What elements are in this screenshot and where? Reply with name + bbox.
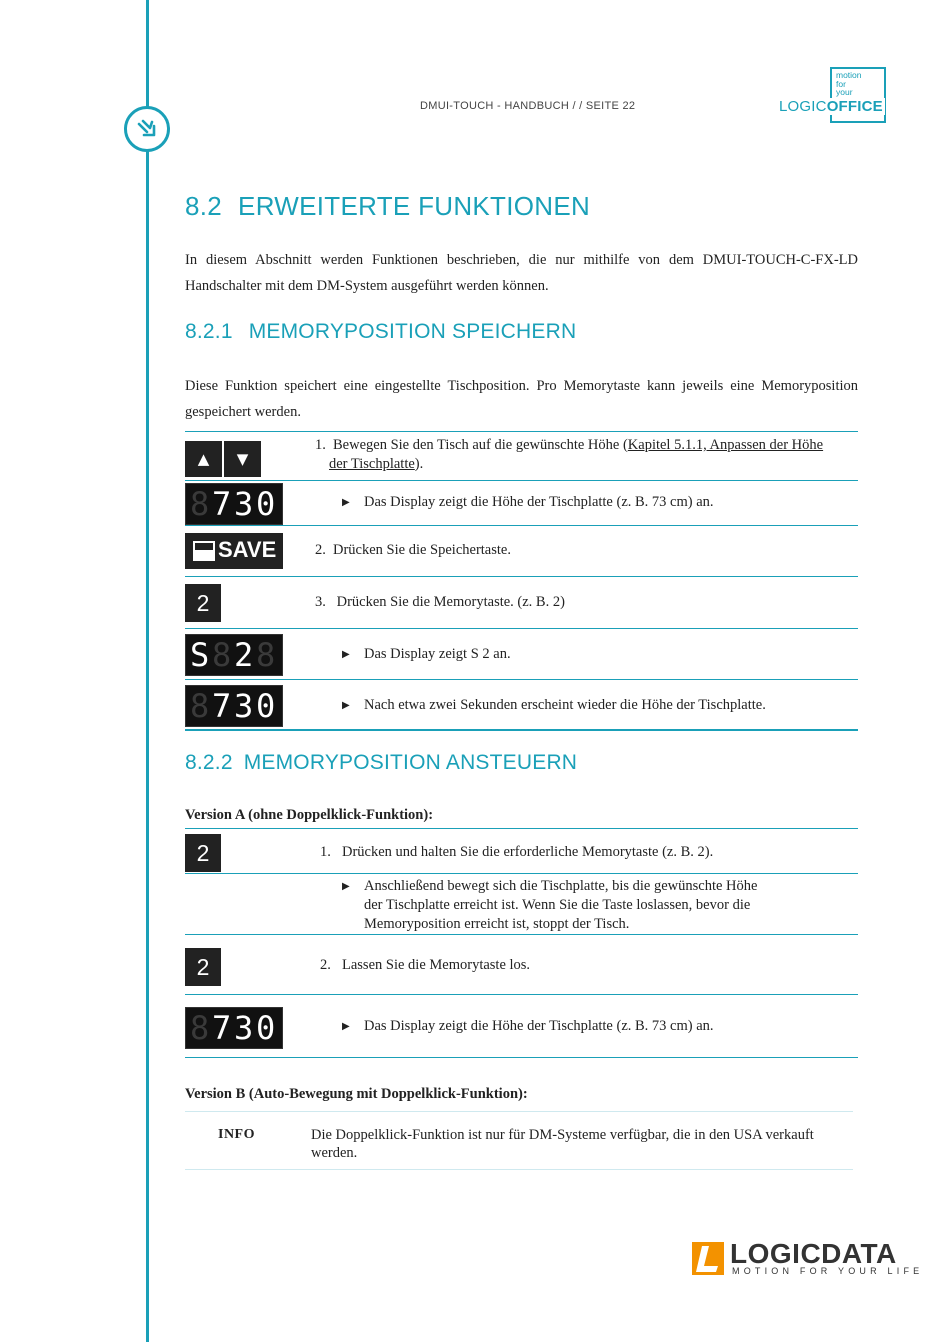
height-display-icon: 8 7 3 0: [185, 1007, 283, 1049]
step-result: ▶ Nach etwa zwei Sekunden erscheint wieder die Höhe der Tischplatte.: [342, 697, 766, 713]
step-row: [185, 829, 858, 874]
up-arrow-key-icon: ▲: [185, 441, 222, 477]
logicoffice-logo-tagline: motion for your: [836, 70, 862, 97]
save-steps-table: [185, 431, 858, 731]
step-row: [185, 481, 858, 526]
running-header: DMUI-TOUCH - HANDBUCH / / SEITE 22: [420, 100, 636, 112]
section-intro: In diesem Abschnitt werden Funktionen beschrieben, die nur mithilfe von dem DMUI-TOUCH-C-FX-LD Handschalter mit dem DM-System ausgeführt werden können.: [185, 252, 858, 294]
step-row: [185, 629, 858, 680]
step-row: [185, 935, 858, 995]
step-row: [185, 577, 858, 629]
version-b-label: Version B (Auto-Bewegung mit Doppelklick-Funktion):: [185, 1086, 528, 1102]
section-heading: 8.2 ERWEITERTE FUNKTIONEN: [185, 191, 591, 221]
recall-steps-table: [185, 828, 858, 1058]
info-text: Die Doppelklick-Funktion ist nur für DM-Systeme verfügbar, die in den USA verkauft werden.: [311, 1127, 814, 1161]
step-text: 3. Drücken Sie die Memorytaste. (z. B. 2): [315, 594, 565, 610]
step-result: ▶ Anschließend bewegt sich die Tischplatte, bis die gewünschte Höhe der Tischplatte erreicht ist. Wenn Sie die Taste loslassen, bevor die Memoryposition erreicht ist, stoppt der Tisch.: [342, 878, 758, 932]
step-row: [185, 874, 858, 935]
step-row: [185, 680, 858, 731]
step-row: [185, 432, 858, 481]
step-text: 1. Drücken und halten Sie die erforderliche Memorytaste (z. B. 2).: [320, 844, 714, 860]
step-result: ▶ Das Display zeigt S 2 an.: [342, 646, 511, 662]
step-row: [185, 995, 858, 1058]
s2-display-icon: S 8 2 8: [185, 634, 283, 676]
memory-key-icon: 2: [185, 584, 221, 622]
info-label: INFO: [218, 1127, 255, 1142]
info-box: [185, 1111, 853, 1170]
step-text: 2. Lassen Sie die Memorytaste los.: [320, 957, 531, 973]
subsection-heading-save: 8.2.1 MEMORYPOSITION SPEICHERN: [185, 320, 577, 343]
memory-key-icon: 2: [185, 834, 221, 872]
version-a-label: Version A (ohne Doppelklick-Funktion):: [185, 807, 434, 823]
subsection-heading-recall: 8.2.2 MEMORYPOSITION ANSTEUERN: [185, 751, 578, 774]
logicdata-mark-icon: [692, 1242, 724, 1275]
height-display-icon: 8 7 3 0: [185, 483, 283, 525]
save-key-icon: SAVE: [185, 533, 283, 569]
logicoffice-logo: LOGICOFFICE: [779, 98, 883, 115]
subsection-save-intro: Diese Funktion speichert eine eingestellte Tischposition. Pro Memorytaste kann jeweils eine Memoryposition gespeichert werden.: [185, 378, 858, 420]
chapter-link-cont[interactable]: der Tischplatte: [329, 456, 415, 472]
step-row: [185, 526, 858, 577]
down-arrow-key-icon: ▼: [224, 441, 261, 477]
chapter-link[interactable]: Kapitel 5.1.1, Anpassen der Höhe: [627, 437, 824, 453]
step-text: 1. Bewegen Sie den Tisch auf die gewünschte Höhe (Kapitel 5.1.1, Anpassen der Höhe der Tischplatte).: [315, 437, 824, 472]
margin-rule: [146, 0, 149, 1342]
step-result: ▶ Das Display zeigt die Höhe der Tischplatte (z. B. 73 cm) an.: [342, 494, 714, 510]
hand-gesture-icon: [124, 106, 170, 152]
memory-key-icon: 2: [185, 948, 221, 986]
step-result: ▶ Das Display zeigt die Höhe der Tischplatte (z. B. 73 cm) an.: [342, 1018, 714, 1034]
step-text: 2. Drücken Sie die Speichertaste.: [315, 542, 511, 558]
height-display-icon: 8 7 3 0: [185, 685, 283, 727]
